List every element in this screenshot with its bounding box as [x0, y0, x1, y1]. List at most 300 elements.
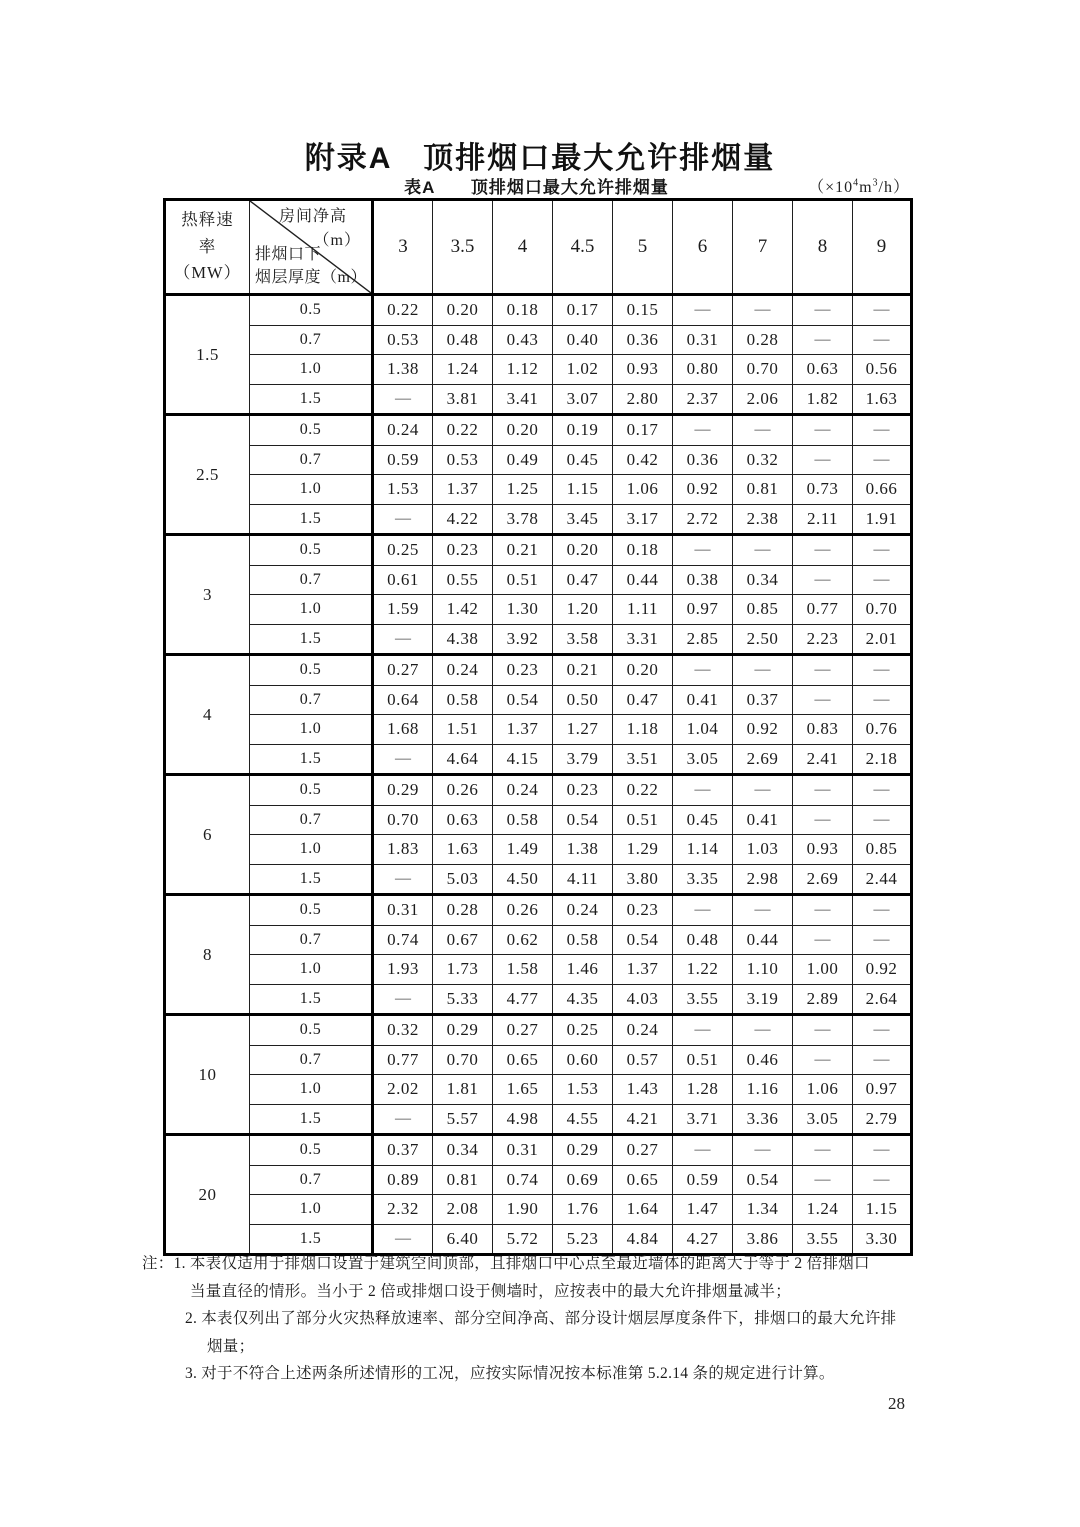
value-cell: 1.06 [793, 1075, 853, 1105]
value-cell: 2.89 [793, 984, 853, 1015]
note-line [142, 1333, 952, 1361]
value-cell: 0.24 [493, 775, 553, 806]
table-row [165, 295, 912, 326]
value-cell: 0.89 [373, 1165, 433, 1195]
table-row [165, 655, 912, 686]
value-cell: 1.16 [733, 1075, 793, 1105]
smoke-layer-thickness-cell: 1.0 [250, 955, 373, 985]
value-cell: 0.22 [433, 415, 493, 446]
value-cell: 0.92 [853, 955, 912, 985]
value-cell: 0.25 [553, 1015, 613, 1046]
value-cell: 0.26 [433, 775, 493, 806]
value-cell-empty: — [733, 295, 793, 326]
value-cell: 1.04 [673, 715, 733, 745]
smoke-layer-thickness-cell: 0.7 [250, 1165, 373, 1195]
value-cell-empty: — [733, 775, 793, 806]
value-cell: 1.91 [853, 504, 912, 535]
table-row [165, 1195, 912, 1225]
value-cell-empty: — [793, 895, 853, 926]
smoke-layer-thickness-cell: 1.0 [250, 835, 373, 865]
value-cell: 0.31 [673, 325, 733, 355]
smoke-layer-thickness-cell: 1.0 [250, 1075, 373, 1105]
value-cell: 0.24 [433, 655, 493, 686]
value-cell: 1.73 [433, 955, 493, 985]
value-cell: 0.26 [493, 895, 553, 926]
value-cell: 1.46 [553, 955, 613, 985]
smoke-layer-thickness-cell: 0.7 [250, 565, 373, 595]
value-cell: 2.69 [733, 744, 793, 775]
value-cell: 1.65 [493, 1075, 553, 1105]
value-cell: 3.30 [853, 1224, 912, 1255]
value-cell: 0.45 [673, 805, 733, 835]
column-header-room-height: 4 [493, 200, 553, 295]
value-cell: 2.79 [853, 1104, 912, 1135]
value-cell: 0.24 [553, 895, 613, 926]
value-cell: 0.44 [613, 565, 673, 595]
smoke-layer-thickness-cell: 0.5 [250, 415, 373, 446]
value-cell: 2.64 [853, 984, 912, 1015]
column-header-room-height: 3.5 [433, 200, 493, 295]
value-cell: 1.30 [493, 595, 553, 625]
value-cell: 0.25 [373, 535, 433, 566]
value-cell: 1.24 [433, 355, 493, 385]
value-cell-empty: — [733, 655, 793, 686]
value-cell-empty: — [733, 895, 793, 926]
value-cell-empty: — [673, 1015, 733, 1046]
value-cell: 1.58 [493, 955, 553, 985]
value-cell: 0.23 [493, 655, 553, 686]
value-cell: 1.47 [673, 1195, 733, 1225]
smoke-layer-thickness-cell: 0.7 [250, 685, 373, 715]
value-cell: 1.63 [853, 384, 912, 415]
value-cell: 0.54 [733, 1165, 793, 1195]
smoke-layer-thickness-cell: 1.5 [250, 1224, 373, 1255]
smoke-layer-thickness-cell: 0.5 [250, 775, 373, 806]
value-cell: 0.41 [733, 805, 793, 835]
value-cell: 0.48 [673, 925, 733, 955]
unit-prefix: （×10 [808, 179, 854, 196]
value-cell: 1.43 [613, 1075, 673, 1105]
table-row [165, 925, 912, 955]
value-cell-empty: — [373, 984, 433, 1015]
rate-header-line: 率 [198, 236, 217, 256]
value-cell: 3.05 [673, 744, 733, 775]
value-cell: 0.81 [433, 1165, 493, 1195]
note-number: 1. [173, 1255, 186, 1272]
value-cell: 0.70 [433, 1045, 493, 1075]
value-cell-empty: — [853, 805, 912, 835]
value-cell: 0.60 [553, 1045, 613, 1075]
table-row [165, 955, 912, 985]
column-header-room-height: 3 [373, 200, 433, 295]
value-cell-empty: — [853, 925, 912, 955]
note-text: 本表仅适用于排烟口设置于建筑空间顶部，且排烟口中心点至最近墙体的距离大于等于 2 倍排烟口 [189, 1255, 870, 1272]
smoke-layer-thickness-cell: 1.5 [250, 1104, 373, 1135]
value-cell: 2.69 [793, 864, 853, 895]
value-cell: 0.49 [493, 445, 553, 475]
value-cell: 0.58 [553, 925, 613, 955]
table-row [165, 685, 912, 715]
table-row [165, 1015, 912, 1046]
value-cell: 1.11 [613, 595, 673, 625]
table-row [165, 775, 912, 806]
value-cell: 0.92 [733, 715, 793, 745]
smoke-layer-thickness-cell: 0.5 [250, 535, 373, 566]
smoke-layer-thickness-cell: 0.5 [250, 655, 373, 686]
value-cell: 1.15 [553, 475, 613, 505]
smoke-layer-thickness-cell: 1.5 [250, 744, 373, 775]
smoke-layer-thickness-cell: 0.7 [250, 445, 373, 475]
table-row [165, 805, 912, 835]
value-cell: 0.53 [373, 325, 433, 355]
heat-release-rate-cell: 10 [165, 1015, 250, 1135]
value-cell: 1.27 [553, 715, 613, 745]
value-cell: 0.80 [673, 355, 733, 385]
value-cell: 0.58 [493, 805, 553, 835]
value-cell: 2.98 [733, 864, 793, 895]
value-cell-empty: — [793, 1135, 853, 1166]
value-cell: 3.71 [673, 1104, 733, 1135]
value-cell: 0.15 [613, 295, 673, 326]
smoke-layer-thickness-cell: 1.5 [250, 984, 373, 1015]
value-cell: 3.05 [793, 1104, 853, 1135]
value-cell: 1.83 [373, 835, 433, 865]
value-cell-empty: — [673, 415, 733, 446]
heat-release-rate-header [165, 200, 250, 295]
value-cell: 0.70 [373, 805, 433, 835]
value-cell: 0.43 [493, 325, 553, 355]
value-cell: 0.85 [853, 835, 912, 865]
value-cell: 3.19 [733, 984, 793, 1015]
value-cell-empty: — [853, 655, 912, 686]
value-cell: 0.65 [613, 1165, 673, 1195]
value-cell: 0.45 [553, 445, 613, 475]
rate-header-line: （MW） [173, 263, 242, 283]
value-cell: 2.50 [733, 624, 793, 655]
value-cell: 2.01 [853, 624, 912, 655]
value-cell: 0.46 [733, 1045, 793, 1075]
value-cell: 3.86 [733, 1224, 793, 1255]
value-cell: 0.61 [373, 565, 433, 595]
note-line [142, 1250, 952, 1278]
value-cell: 0.59 [673, 1165, 733, 1195]
value-cell: 2.18 [853, 744, 912, 775]
value-cell: 0.22 [373, 295, 433, 326]
table-row [165, 445, 912, 475]
table-row [165, 325, 912, 355]
value-cell: 0.20 [493, 415, 553, 446]
table-caption-row [163, 173, 910, 199]
value-cell: 4.98 [493, 1104, 553, 1135]
value-cell: 5.03 [433, 864, 493, 895]
value-cell: 0.17 [553, 295, 613, 326]
value-cell: 3.31 [613, 624, 673, 655]
value-cell: 0.62 [493, 925, 553, 955]
value-cell: 1.59 [373, 595, 433, 625]
value-cell-empty: — [793, 535, 853, 566]
value-cell-empty: — [793, 565, 853, 595]
value-cell: 2.80 [613, 384, 673, 415]
value-cell: 0.18 [493, 295, 553, 326]
value-cell: 0.21 [493, 535, 553, 566]
value-cell: 1.49 [493, 835, 553, 865]
value-cell: 0.32 [373, 1015, 433, 1046]
value-cell-empty: — [853, 1015, 912, 1046]
value-cell: 4.27 [673, 1224, 733, 1255]
smoke-layer-thickness-cell: 1.5 [250, 384, 373, 415]
value-cell: 5.72 [493, 1224, 553, 1255]
value-cell: 0.57 [613, 1045, 673, 1075]
value-cell-empty: — [373, 864, 433, 895]
value-cell-empty: — [373, 744, 433, 775]
value-cell: 0.41 [673, 685, 733, 715]
value-cell: 5.57 [433, 1104, 493, 1135]
value-cell: 1.37 [433, 475, 493, 505]
note-item [142, 1250, 952, 1305]
value-cell: 0.67 [433, 925, 493, 955]
value-cell: 3.92 [493, 624, 553, 655]
value-cell: 1.81 [433, 1075, 493, 1105]
value-cell: 0.97 [853, 1075, 912, 1105]
value-cell: 5.23 [553, 1224, 613, 1255]
table-row [165, 475, 912, 505]
value-cell: 1.14 [673, 835, 733, 865]
value-cell: 1.64 [613, 1195, 673, 1225]
value-cell-empty: — [853, 1165, 912, 1195]
value-cell: 0.58 [433, 685, 493, 715]
value-cell: 0.40 [553, 325, 613, 355]
heat-release-rate-cell: 6 [165, 775, 250, 895]
value-cell: 0.23 [433, 535, 493, 566]
value-cell-empty: — [673, 1135, 733, 1166]
value-cell: 4.64 [433, 744, 493, 775]
table-row [165, 1045, 912, 1075]
value-cell: 0.83 [793, 715, 853, 745]
smoke-layer-thickness-cell: 0.5 [250, 1015, 373, 1046]
notes-label: 注： [142, 1255, 174, 1272]
value-cell-empty: — [793, 655, 853, 686]
value-cell: 0.38 [673, 565, 733, 595]
value-cell: 0.73 [793, 475, 853, 505]
value-cell: 3.07 [553, 384, 613, 415]
table-row [165, 1135, 912, 1166]
value-cell: 1.42 [433, 595, 493, 625]
smoke-exhaust-table [163, 198, 913, 1256]
value-cell: 0.74 [493, 1165, 553, 1195]
value-cell: 2.37 [673, 384, 733, 415]
value-cell: 3.36 [733, 1104, 793, 1135]
value-cell: 0.74 [373, 925, 433, 955]
table-row [165, 1165, 912, 1195]
value-cell: 0.77 [793, 595, 853, 625]
value-cell: 1.90 [493, 1195, 553, 1225]
value-cell: 0.63 [433, 805, 493, 835]
unit-base: m [859, 179, 873, 196]
value-cell: 0.85 [733, 595, 793, 625]
column-header-room-height: 8 [793, 200, 853, 295]
value-cell-empty: — [853, 535, 912, 566]
value-cell: 2.02 [373, 1075, 433, 1105]
value-cell-empty: — [673, 295, 733, 326]
value-cell: 3.51 [613, 744, 673, 775]
value-cell: 1.20 [553, 595, 613, 625]
value-cell: 0.21 [553, 655, 613, 686]
heat-release-rate-cell: 4 [165, 655, 250, 775]
value-cell-empty: — [673, 655, 733, 686]
value-cell: 1.38 [553, 835, 613, 865]
value-cell: 1.00 [793, 955, 853, 985]
value-cell: 0.44 [733, 925, 793, 955]
value-cell: 1.76 [553, 1195, 613, 1225]
smoke-layer-thickness-cell: 0.5 [250, 295, 373, 326]
note-text: 烟量； [207, 1337, 255, 1355]
rate-header-line: 热释速 [181, 210, 234, 230]
note-item [142, 1305, 952, 1360]
value-cell: 2.11 [793, 504, 853, 535]
value-cell-empty: — [733, 1015, 793, 1046]
unit-exponent-4: 4 [853, 177, 860, 189]
value-cell: 6.40 [433, 1224, 493, 1255]
value-cell: 4.38 [433, 624, 493, 655]
table-row [165, 384, 912, 415]
page-title: 附录A 顶排烟口最大允许排烟量 [304, 142, 776, 175]
table-row [165, 355, 912, 385]
diagonal-header-cell [250, 200, 373, 295]
value-cell-empty: — [853, 445, 912, 475]
value-cell: 1.51 [433, 715, 493, 745]
value-cell-empty: — [793, 775, 853, 806]
note-line [142, 1278, 952, 1306]
value-cell: 0.24 [373, 415, 433, 446]
value-cell: 3.35 [673, 864, 733, 895]
value-cell: 0.27 [613, 1135, 673, 1166]
value-cell-empty: — [853, 895, 912, 926]
note-number: 2. [185, 1310, 198, 1327]
value-cell: 1.37 [493, 715, 553, 745]
value-cell: 0.76 [853, 715, 912, 745]
value-cell: 0.81 [733, 475, 793, 505]
value-cell: 1.25 [493, 475, 553, 505]
table-row [165, 565, 912, 595]
value-cell: 2.41 [793, 744, 853, 775]
table-row [165, 1075, 912, 1105]
table-row [165, 624, 912, 655]
smoke-layer-thickness-cell: 0.7 [250, 1045, 373, 1075]
value-cell: 4.50 [493, 864, 553, 895]
value-cell: 2.23 [793, 624, 853, 655]
value-cell: 4.22 [433, 504, 493, 535]
column-header-room-height: 5 [613, 200, 673, 295]
value-cell: 0.63 [793, 355, 853, 385]
value-cell: 2.06 [733, 384, 793, 415]
note-text: 本表仅列出了部分火灾热释放速率、部分空间净高、部分设计烟层厚度条件下，排烟口的最大允许排 [201, 1310, 897, 1327]
value-cell: 0.34 [733, 565, 793, 595]
value-cell: 0.29 [553, 1135, 613, 1166]
unit-suffix: /h） [878, 179, 910, 196]
value-cell: 1.37 [613, 955, 673, 985]
value-cell: 4.55 [553, 1104, 613, 1135]
value-cell: 0.36 [613, 325, 673, 355]
value-cell-empty: — [853, 1045, 912, 1075]
value-cell: 0.42 [613, 445, 673, 475]
value-cell: 0.18 [613, 535, 673, 566]
column-header-room-height: 9 [853, 200, 912, 295]
value-cell: 2.72 [673, 504, 733, 535]
note-number: 3. [185, 1365, 198, 1382]
value-cell: 3.55 [673, 984, 733, 1015]
value-cell-empty: — [793, 415, 853, 446]
heat-release-rate-cell: 8 [165, 895, 250, 1015]
value-cell: 1.06 [613, 475, 673, 505]
value-cell-empty: — [673, 535, 733, 566]
value-cell: 1.53 [553, 1075, 613, 1105]
value-cell: 1.63 [433, 835, 493, 865]
value-cell: 0.27 [493, 1015, 553, 1046]
value-cell-empty: — [853, 295, 912, 326]
value-cell-empty: — [853, 1135, 912, 1166]
value-cell: 0.54 [493, 685, 553, 715]
value-cell: 1.28 [673, 1075, 733, 1105]
value-cell: 1.12 [493, 355, 553, 385]
value-cell: 1.38 [373, 355, 433, 385]
smoke-layer-thickness-cell: 1.5 [250, 624, 373, 655]
table-body [165, 295, 912, 1255]
column-header-room-height: 6 [673, 200, 733, 295]
value-cell-empty: — [793, 1165, 853, 1195]
value-cell: 2.44 [853, 864, 912, 895]
value-cell: 0.65 [493, 1045, 553, 1075]
value-cell-empty: — [673, 775, 733, 806]
value-cell-empty: — [373, 384, 433, 415]
value-cell: 3.41 [493, 384, 553, 415]
smoke-layer-thickness-cell: 1.0 [250, 715, 373, 745]
value-cell: 0.59 [373, 445, 433, 475]
smoke-layer-thickness-cell: 0.5 [250, 895, 373, 926]
value-cell: 0.22 [613, 775, 673, 806]
heat-release-rate-cell: 1.5 [165, 295, 250, 415]
value-cell-empty: — [373, 624, 433, 655]
value-cell: 1.29 [613, 835, 673, 865]
value-cell-empty: — [853, 565, 912, 595]
value-cell-empty: — [853, 685, 912, 715]
value-cell: 2.85 [673, 624, 733, 655]
value-cell: 0.28 [733, 325, 793, 355]
value-cell: 1.24 [793, 1195, 853, 1225]
value-cell: 3.79 [553, 744, 613, 775]
table-caption: 表A 顶排烟口最大允许排烟量 [404, 178, 669, 197]
value-cell: 0.50 [553, 685, 613, 715]
notes [142, 1250, 952, 1388]
unit-exponent-3: 3 [872, 177, 879, 189]
value-cell: 0.20 [553, 535, 613, 566]
smoke-layer-thickness-cell: 0.7 [250, 325, 373, 355]
value-cell-empty: — [853, 325, 912, 355]
value-cell: 0.20 [613, 655, 673, 686]
header-row [165, 200, 912, 295]
value-cell: 1.15 [853, 1195, 912, 1225]
value-cell: 3.81 [433, 384, 493, 415]
smoke-layer-thickness-cell: 0.5 [250, 1135, 373, 1166]
value-cell: 2.32 [373, 1195, 433, 1225]
value-cell-empty: — [373, 1104, 433, 1135]
value-cell: 0.97 [673, 595, 733, 625]
value-cell: 4.15 [493, 744, 553, 775]
value-cell-empty: — [733, 415, 793, 446]
value-cell: 0.77 [373, 1045, 433, 1075]
heat-release-rate-cell: 3 [165, 535, 250, 655]
table-row [165, 535, 912, 566]
smoke-layer-thickness-cell: 1.0 [250, 1195, 373, 1225]
